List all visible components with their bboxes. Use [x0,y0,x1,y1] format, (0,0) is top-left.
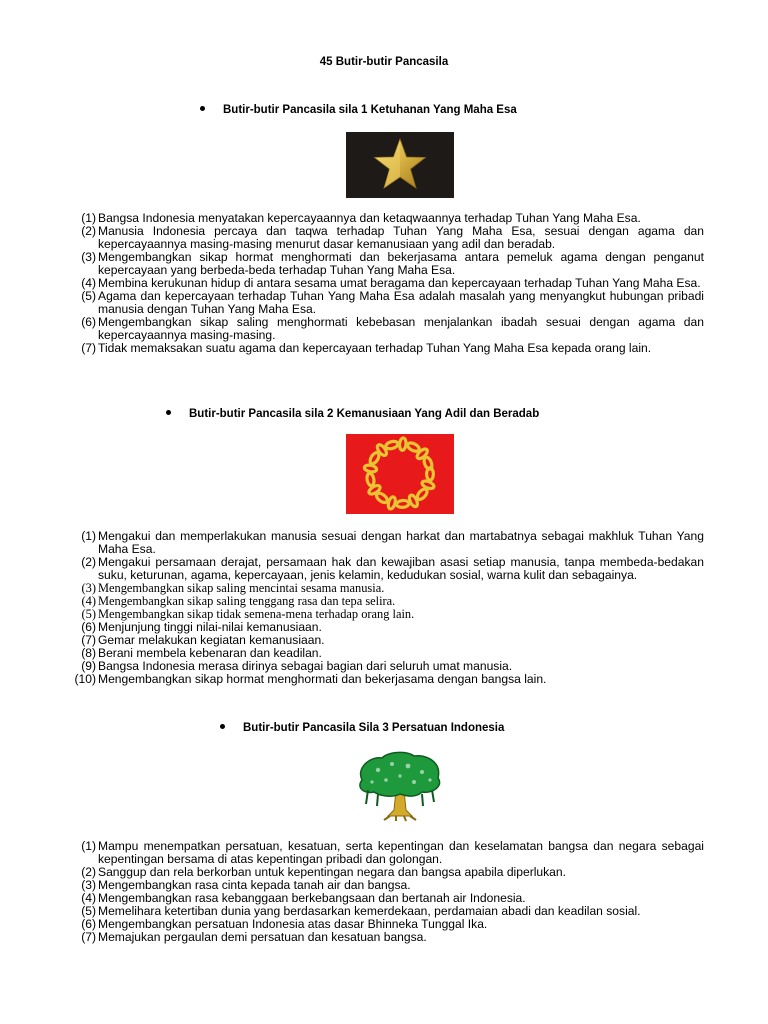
item-number: (7) [81,633,96,647]
list-item [68,530,704,556]
bullet-icon [220,724,225,729]
item-text: Agama dan kepercayaan terhadap Tuhan Yang Maha Esa adalah masalah yang menyangkut hubungan pribadi manusia dengan Tuhan Yang Maha Esa. [98,289,704,316]
item-text: Mampu menempatkan persatuan, kesatuan, serta kepentingan dan keselamatan bangsa dan negara sebagai kepentingan bersama di atas kepentingan pribadi dan golongan. [98,839,704,866]
item-number: (2) [81,555,96,569]
list-item [68,225,704,251]
section-heading-sila-1 [200,104,517,116]
item-list-sila-2 [68,530,704,686]
list-item [68,316,704,342]
item-text: Berani membela kebenaran dan keadilan. [98,646,322,660]
item-number: (1) [81,529,96,543]
section-heading-sila-3 [220,722,504,734]
document-title: 45 Butir-butir Pancasila [319,56,449,68]
list-item [68,342,704,355]
item-text: Menjunjung tinggi nilai-nilai kemanusiaan. [98,620,322,634]
item-number: (10) [74,672,96,686]
item-number: (5) [81,904,96,918]
item-text: Mengembangkan sikap saling mencintai sesama manusia. [98,581,385,595]
item-number: (3) [81,878,96,892]
section-heading-text: Butir-butir Pancasila sila 1 Ketuhanan Yang Maha Esa [223,104,517,116]
item-number: (4) [81,276,96,290]
item-number: (5) [81,607,96,621]
item-number: (1) [81,839,96,853]
chain-icon [346,434,454,514]
list-item [68,556,704,582]
item-text: Mengembangkan rasa cinta kepada tanah air dan bangsa. [98,878,411,892]
item-text: Mengembangkan sikap tidak semena-mena terhadap orang lain. [98,607,415,621]
item-number: (6) [81,917,96,931]
gold-star-icon [346,132,454,198]
item-text: Sanggup dan rela berkorban untuk kepentingan negara dan bangsa apabila diperlukan. [98,865,566,879]
list-item [68,840,704,866]
item-number: (7) [81,930,96,944]
list-item [68,251,704,277]
item-number: (5) [81,289,96,303]
item-number: (7) [81,341,96,355]
item-number: (9) [81,659,96,673]
item-text: Mengembangkan sikap hormat menghormati dan bekerjasama dengan bangsa lain. [98,672,547,686]
item-number: (6) [81,620,96,634]
item-text: Membina kerukunan hidup di antara sesama umat beragama dan kepercayaan terhadap Tuhan Yang Maha Esa. [98,276,701,290]
item-number: (2) [81,865,96,879]
item-number: (8) [81,646,96,660]
item-number: (6) [81,315,96,329]
item-text: Bangsa Indonesia merasa dirinya sebagai bagian dari seluruh umat manusia. [98,659,513,673]
item-number: (2) [81,224,96,238]
item-text: Mengembangkan sikap saling menghormati kebebasan menjalankan ibadah sesuai dengan agama dan kepercayaannya masing-masing. [98,315,704,342]
bullet-icon [166,410,171,415]
item-list-sila-1 [68,212,704,355]
item-text: Mengakui persamaan derajat, persamaan hak dan kewajiban asasi setiap manusia, tanpa membeda-bedakan suku, keturunan, agama, kepercayaan, jenis kelamin, kedudukan sosial, warna kulit dan sebagainya. [98,555,704,582]
item-text: Mengembangkan sikap saling tenggang rasa dan tepa selira. [98,594,396,608]
item-list-sila-3 [68,840,704,944]
list-item [68,931,704,944]
item-number: (4) [81,594,96,608]
item-text: Bangsa Indonesia menyatakan kepercayaannya dan ketaqwaannya terhadap Tuhan Yang Maha Esa. [98,211,641,225]
bullet-icon [200,106,205,111]
item-text: Manusia Indonesia percaya dan taqwa terhadap Tuhan Yang Maha Esa, sesuai dengan agama dan kepercayaannya masing-masing menurut dasar kemanusiaan yang adil dan beradab. [98,224,704,251]
section-heading-text: Butir-butir Pancasila sila 2 Kemanusiaan Yang Adil dan Beradab [189,408,540,420]
item-text: Memajukan pergaulan demi persatuan dan kesatuan bangsa. [98,930,427,944]
item-number: (1) [81,211,96,225]
item-number: (3) [81,581,96,595]
item-text: Memelihara ketertiban dunia yang berdasarkan kemerdekaan, perdamaian abadi dan keadilan sosial. [98,904,641,918]
item-text: Tidak memaksakan suatu agama dan kepercayaan terhadap Tuhan Yang Maha Esa kepada orang lain. [98,341,652,355]
item-text: Mengembangkan rasa kebanggaan berkebangsaan dan bertanah air Indonesia. [98,891,526,905]
list-item [68,673,704,686]
banyan-tree-icon [352,750,448,824]
item-text: Mengembangkan sikap hormat menghormati dan bekerjasama antara pemeluk agama dengan penganut kepercayaan yang berbeda-beda terhadap Tuhan Yang Maha Esa. [98,250,704,277]
item-number: (4) [81,891,96,905]
item-text: Gemar melakukan kegiatan kemanusiaan. [98,633,325,647]
section-heading-sila-2 [166,408,539,420]
list-item [68,290,704,316]
section-heading-text: Butir-butir Pancasila Sila 3 Persatuan Indonesia [243,722,505,734]
item-number: (3) [81,250,96,264]
item-text: Mengakui dan memperlakukan manusia sesuai dengan harkat dan martabatnya sebagai makhluk Tuhan Yang Maha Esa. [98,529,704,556]
item-text: Mengembangkan persatuan Indonesia atas dasar Bhinneka Tunggal Ika. [98,917,488,931]
